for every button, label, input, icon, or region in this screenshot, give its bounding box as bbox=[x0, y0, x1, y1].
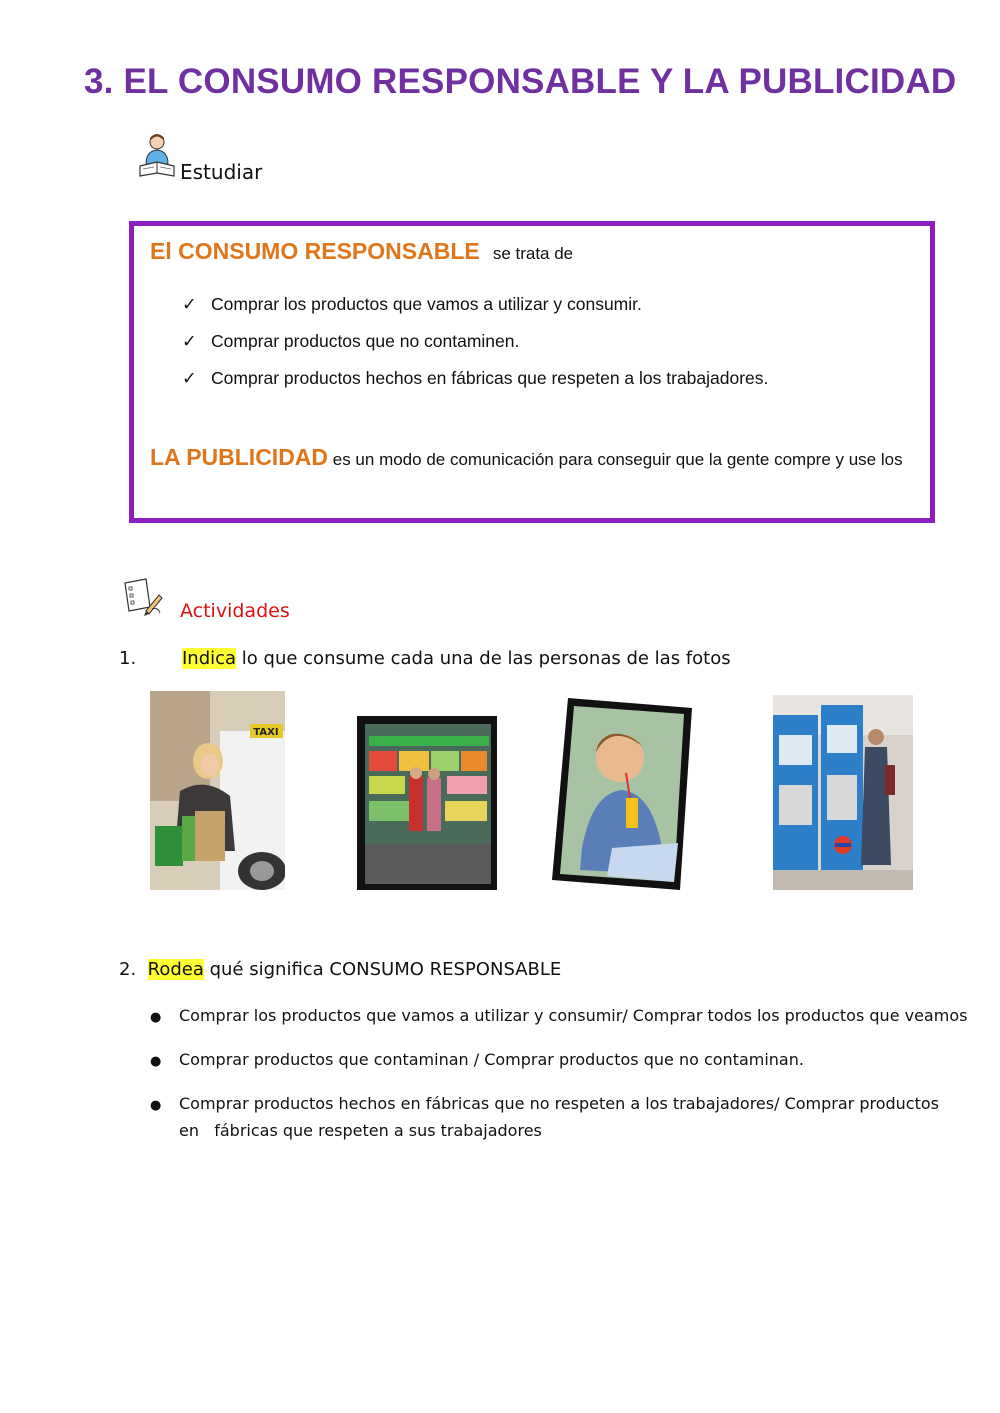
bullet-icon: ● bbox=[150, 1054, 162, 1069]
highlight-word: Rodea bbox=[147, 959, 204, 980]
check-icon: ✓ bbox=[182, 294, 197, 314]
list-item: ✓ Comprar productos que no contaminen. bbox=[182, 331, 520, 351]
question-text: lo que consume cada una de las personas de las fotos bbox=[236, 648, 731, 669]
highlight-word: Indica bbox=[182, 648, 237, 669]
publicidad-text: es un modo de comunicación para conseguir que la gente compre y use los bbox=[328, 450, 903, 469]
bullet-icon: ● bbox=[150, 1098, 162, 1113]
check-icon: ✓ bbox=[182, 368, 197, 388]
bullet-icon: ● bbox=[150, 1010, 162, 1025]
page-title: 3. EL CONSUMO RESPONSABLE Y LA PUBLICIDAD bbox=[84, 62, 957, 101]
study-label: Estudiar bbox=[180, 160, 263, 184]
check-icon: ✓ bbox=[182, 331, 197, 351]
question-2 bbox=[119, 959, 561, 980]
svg-text:TAXI: TAXI bbox=[253, 727, 279, 738]
photo-woman-taxi bbox=[150, 691, 285, 890]
publicidad-title: LA PUBLICIDAD bbox=[150, 444, 329, 470]
list-item-continuation: en fábricas que respeten a sus trabajadores bbox=[179, 1121, 542, 1140]
student-reading-icon bbox=[137, 132, 177, 180]
worksheet-pencil-icon bbox=[122, 577, 164, 617]
question-1 bbox=[119, 648, 731, 669]
photo-woman-metro-machine bbox=[773, 695, 913, 890]
activities-label: Actividades bbox=[180, 600, 290, 622]
list-item: ● Comprar los productos que vamos a utilizar y consumir/ Comprar todos los productos que veamos bbox=[150, 1006, 968, 1025]
publicidad-paragraph bbox=[150, 444, 920, 473]
list-item: ● Comprar productos hechos en fábricas que no respeten a los trabajadores/ Comprar productos bbox=[150, 1094, 939, 1113]
photo-people-market bbox=[357, 716, 497, 890]
question-number: 1. bbox=[119, 648, 137, 669]
question-text: qué significa CONSUMO RESPONSABLE bbox=[203, 959, 562, 980]
list-item: ● Comprar productos que contaminan / Comprar productos que no contaminan. bbox=[150, 1050, 804, 1069]
question-number: 2. bbox=[119, 959, 148, 980]
list-item: ✓ Comprar los productos que vamos a utilizar y consumir. bbox=[182, 294, 642, 314]
consumo-suffix: se trata de bbox=[492, 244, 574, 263]
consumo-title: El CONSUMO RESPONSABLE bbox=[150, 238, 480, 264]
photo-boy-drinking bbox=[552, 698, 692, 890]
list-item: ✓ Comprar productos hechos en fábricas que respeten a los trabajadores. bbox=[182, 368, 769, 388]
consumo-heading bbox=[150, 238, 573, 265]
